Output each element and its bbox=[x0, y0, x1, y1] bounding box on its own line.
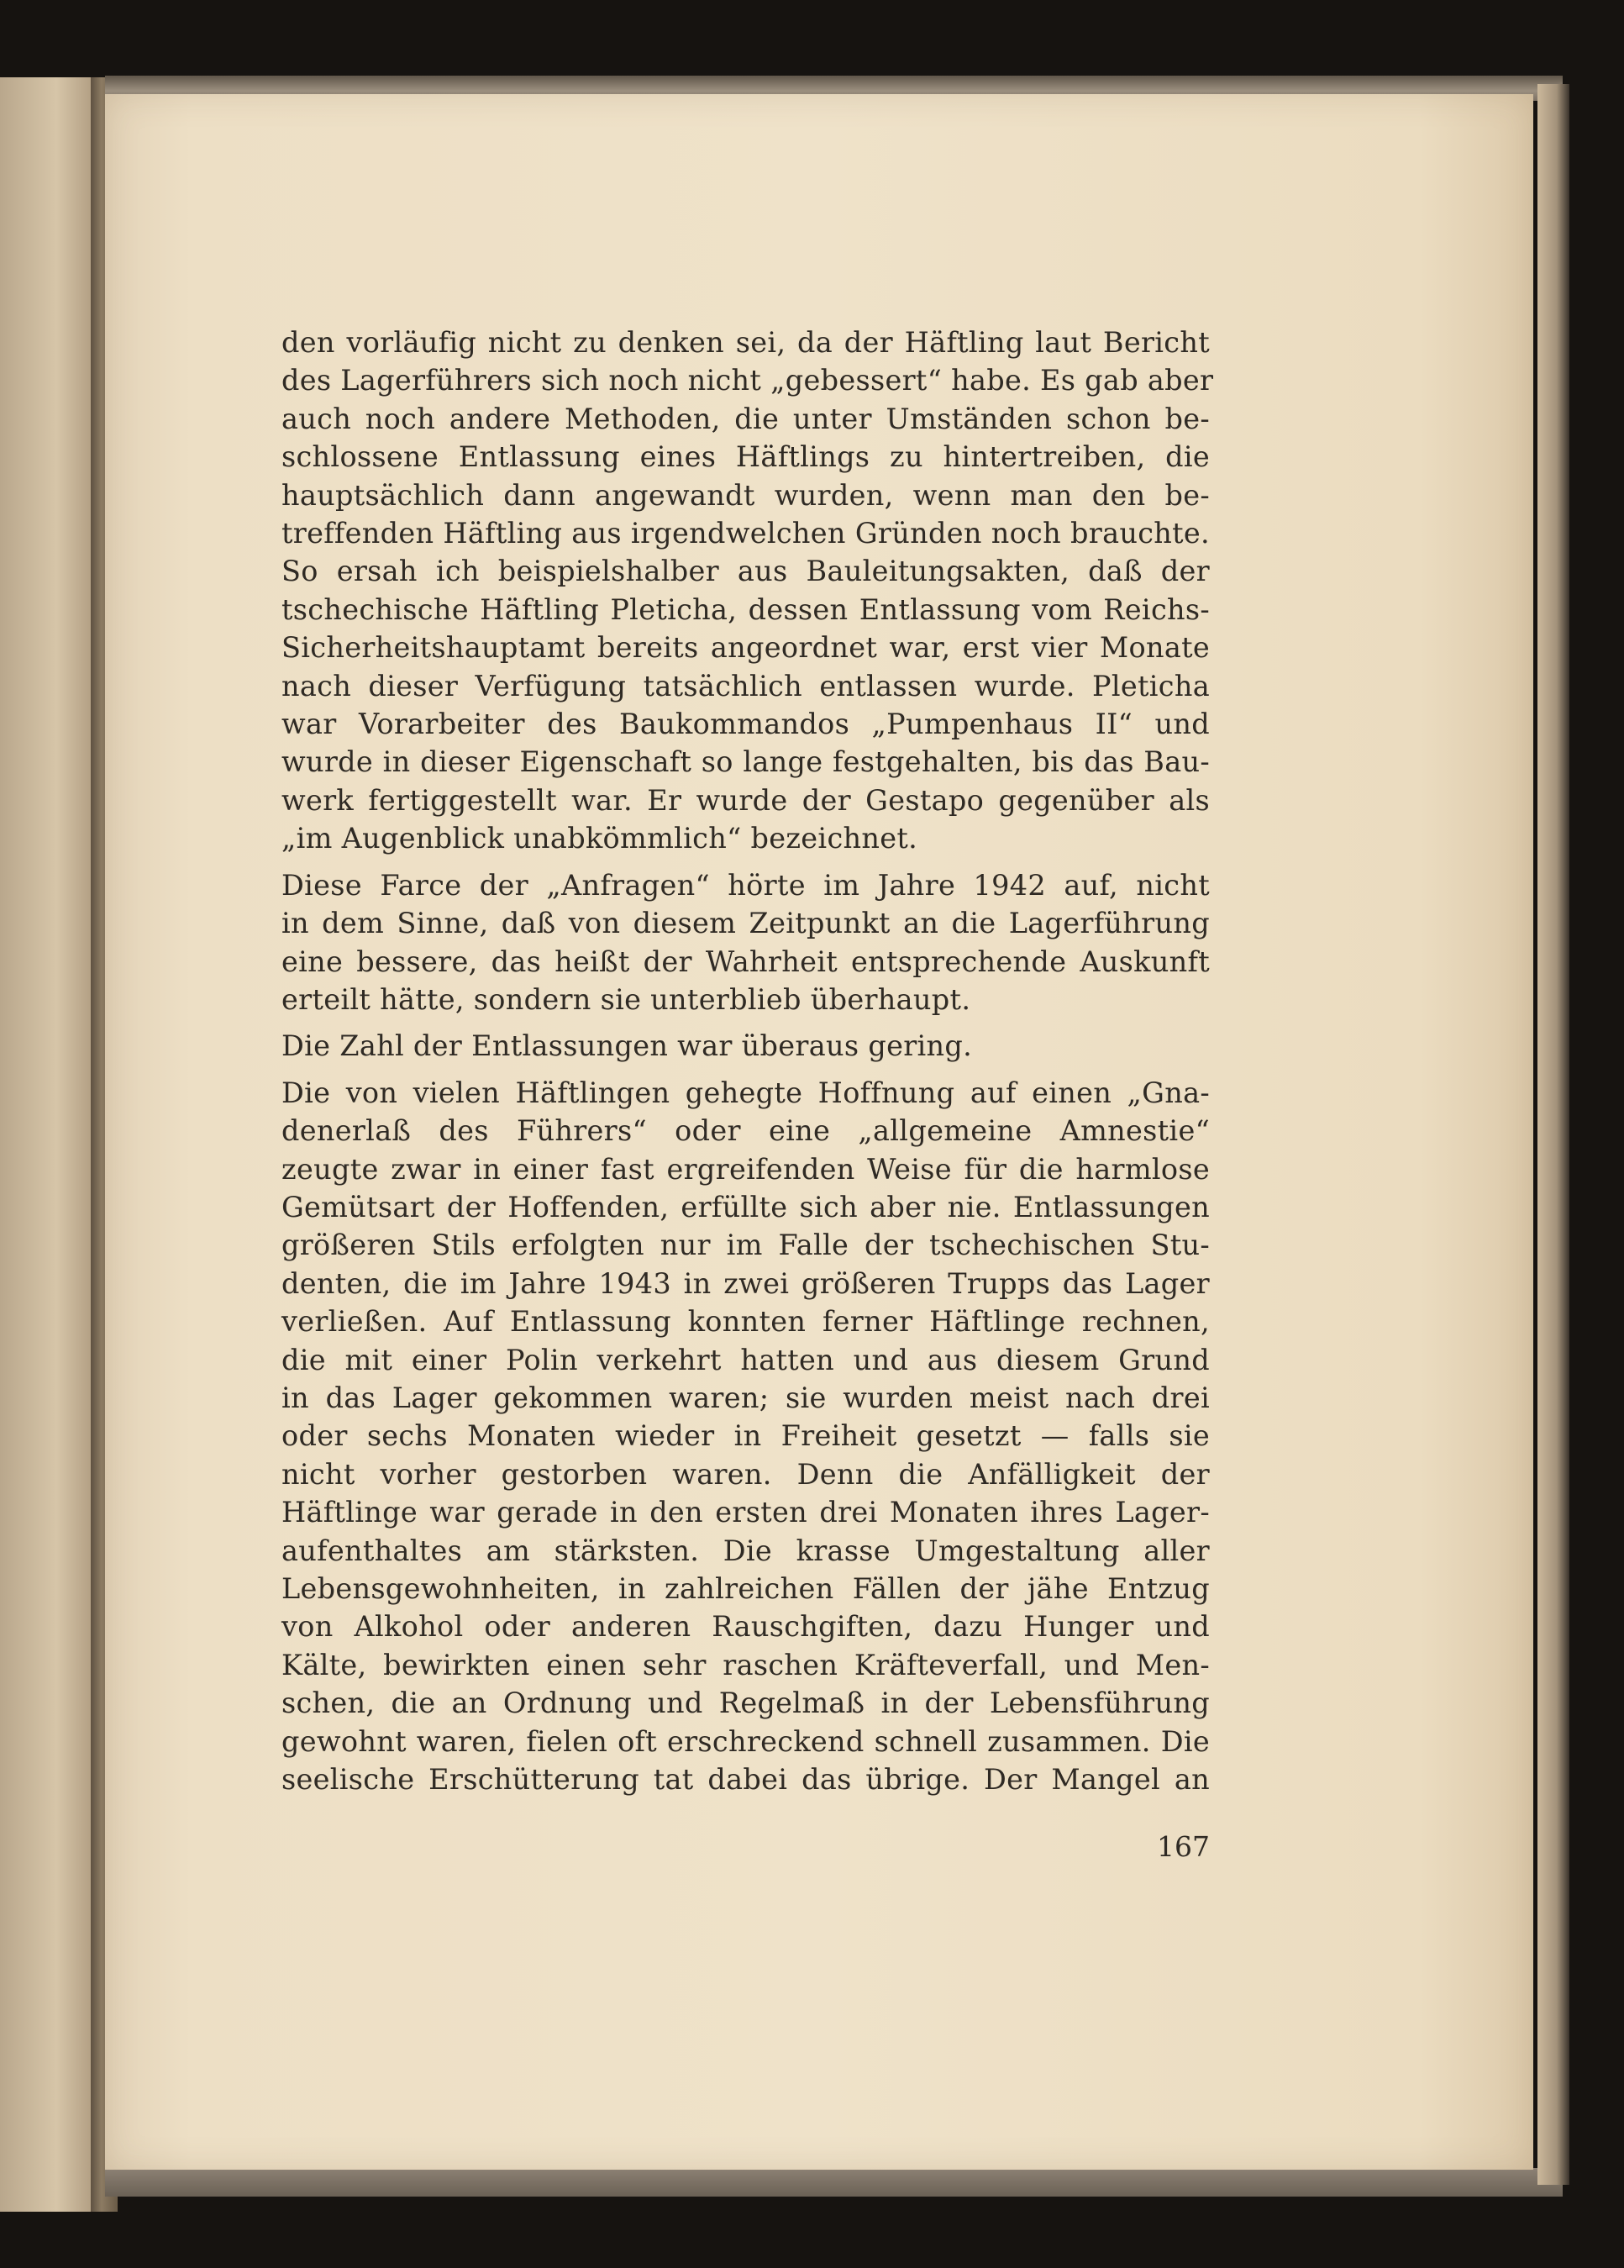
text-line: in dem Sinne, daß von diesem Zeitpunkt an die Lagerführung bbox=[281, 907, 1210, 940]
text-line: auch noch andere Methoden, die unter Umständen schon be- bbox=[281, 402, 1210, 435]
text-line: Diese Farce der „Anfragen“ hörte im Jahre 1942 auf, nicht bbox=[281, 868, 1210, 902]
text-line: in das Lager gekommen waren; sie wurden meist nach drei bbox=[281, 1381, 1210, 1414]
text-line: größeren Stils erfolgten nur im Falle der tschechischen Stu- bbox=[281, 1229, 1210, 1262]
text-line: denten, die im Jahre 1943 in zwei größeren Trupps das Lager bbox=[281, 1266, 1210, 1300]
text-line: des Lagerführers sich noch nicht „gebessert“ habe. Es gab aber bbox=[281, 364, 1214, 397]
facing-page-edge bbox=[0, 77, 102, 2212]
text-line: „im Augenblick unabkömmlich“ bezeichnet. bbox=[281, 822, 918, 855]
text-line: nach dieser Verfügung tatsächlich entlassen wurde. Pleticha bbox=[281, 669, 1210, 703]
text-line: Die von vielen Häftlingen gehegte Hoffnung auf einen „Gna- bbox=[281, 1076, 1210, 1109]
text-line: eine bessere, das heißt der Wahrheit entsprechende Auskunft bbox=[281, 945, 1210, 978]
text-line: Häftlinge war gerade in den ersten drei Monaten ihres Lager- bbox=[281, 1496, 1210, 1529]
text-line: war Vorarbeiter des Baukommandos „Pumpenhaus II“ und bbox=[281, 708, 1210, 741]
text-line: verließen. Auf Entlassung konnten ferner Häftlinge rechnen, bbox=[281, 1305, 1210, 1339]
text-line: seelische Erschütterung tat dabei das übrige. Der Mangel an bbox=[281, 1763, 1210, 1797]
book-cover-right-edge bbox=[1537, 84, 1569, 2185]
text-line: denerlaß des Führers“ oder eine „allgemeine Amnestie“ bbox=[281, 1114, 1210, 1148]
text-line: wurde in dieser Eigenschaft so lange festgehalten, bis das Bau- bbox=[281, 745, 1210, 779]
text-line: So ersah ich beispielshalber aus Bauleitungsakten, daß der bbox=[281, 555, 1210, 588]
page-body-text bbox=[281, 324, 1214, 1798]
text-line: gewohnt waren, fielen oft erschreckend schnell zusammen. Die bbox=[281, 1724, 1210, 1758]
text-line: nicht vorher gestorben waren. Denn die Anfälligkeit der bbox=[281, 1457, 1210, 1491]
text-line: den vorläufig nicht zu denken sei, da der Häftling laut Bericht bbox=[281, 326, 1210, 359]
page-number: 167 bbox=[1157, 1830, 1210, 1863]
paragraph bbox=[281, 324, 1214, 858]
book-cover-bottom-edge bbox=[105, 2168, 1563, 2197]
text-line: Lebensgewohnheiten, in zahlreichen Fällen der jähe Entzug bbox=[281, 1572, 1210, 1605]
paragraph bbox=[281, 1074, 1210, 1799]
text-line: von Alkohol oder anderen Rauschgiften, dazu Hunger und bbox=[281, 1610, 1210, 1644]
text-line: Die Zahl der Entlassungen war überaus gering. bbox=[281, 1029, 973, 1063]
text-line: Sicherheitshauptamt bereits angeordnet war, erst vier Monate bbox=[281, 631, 1210, 665]
text-line: oder sechs Monaten wieder in Freiheit gesetzt — falls sie bbox=[281, 1419, 1210, 1453]
text-line: Kälte, bewirkten einen sehr raschen Kräfteverfall, und Men- bbox=[281, 1648, 1210, 1681]
text-line: tschechische Häftling Pleticha, dessen Entlassung vom Reichs- bbox=[281, 592, 1210, 626]
text-line: zeugte zwar in einer fast ergreifenden Weise für die harmlose bbox=[281, 1152, 1210, 1186]
text-line: die mit einer Polin verkehrt hatten und aus diesem Grund bbox=[281, 1343, 1210, 1376]
text-line: werk fertiggestellt war. Er wurde der Gestapo gegenüber als bbox=[281, 783, 1210, 817]
text-line: schen, die an Ordnung und Regelmaß in der Lebensführung bbox=[281, 1687, 1210, 1720]
paragraph bbox=[281, 866, 1210, 1019]
text-line: Gemütsart der Hoffenden, erfüllte sich aber nie. Entlassungen bbox=[281, 1190, 1210, 1223]
paragraph bbox=[281, 1027, 1210, 1065]
text-line: erteilt hätte, sondern sie unterblieb überhaupt. bbox=[281, 982, 971, 1016]
text-line: hauptsächlich dann angewandt wurden, wenn man den be- bbox=[281, 478, 1210, 512]
text-line: aufenthaltes am stärksten. Die krasse Umgestaltung aller bbox=[281, 1534, 1210, 1567]
text-line: treffenden Häftling aus irgendwelchen Gründen noch brauchte. bbox=[281, 517, 1210, 550]
text-line: schlossene Entlassung eines Häftlings zu hintertreiben, die bbox=[281, 440, 1210, 474]
